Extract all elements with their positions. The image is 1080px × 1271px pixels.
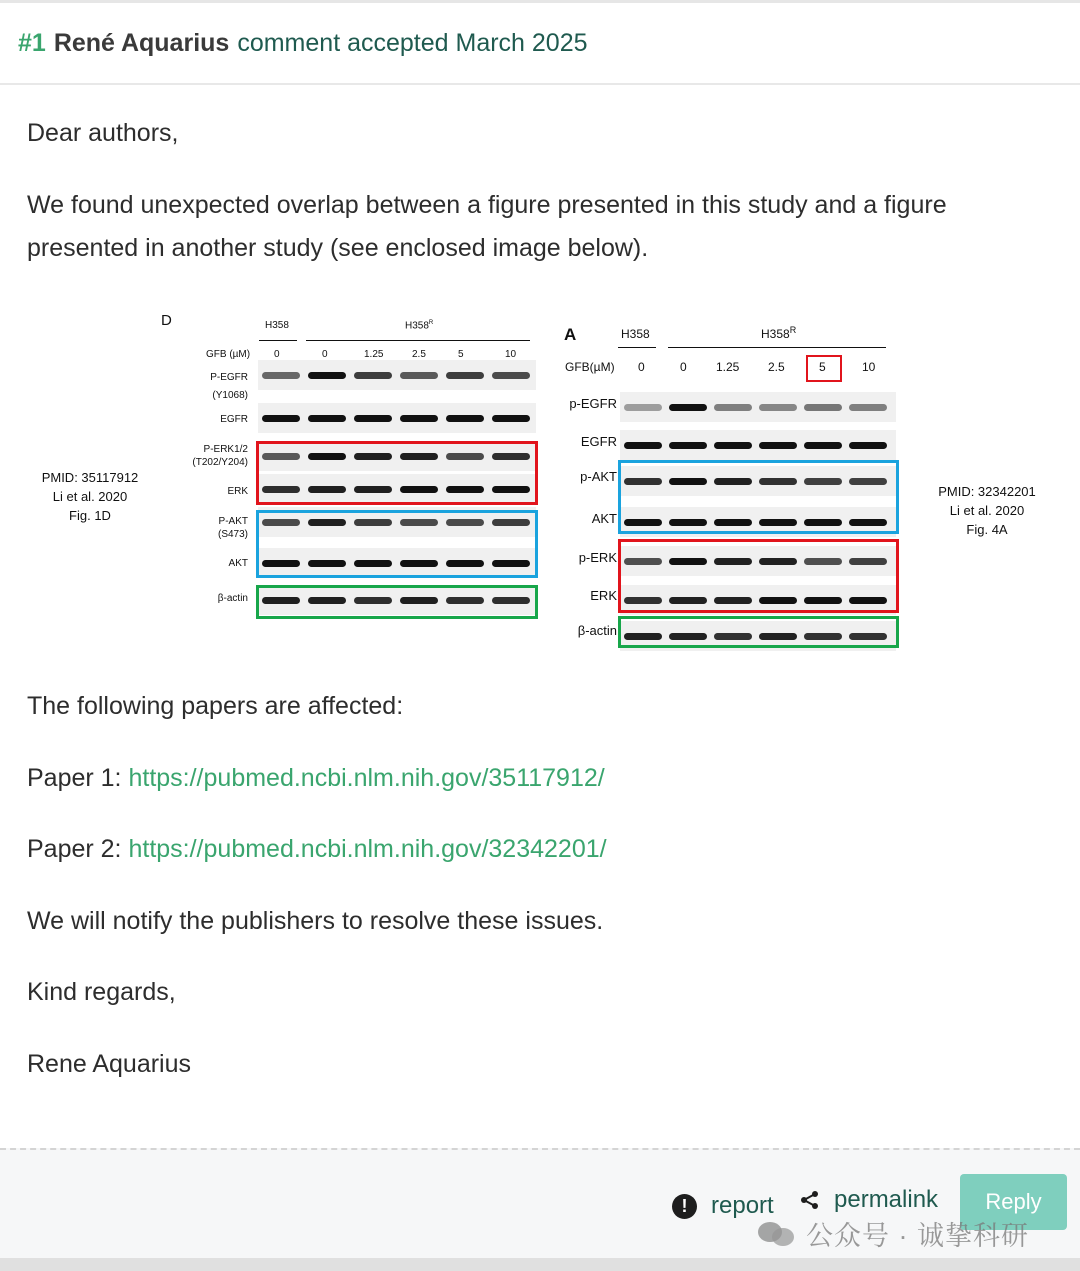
left-row-label: P-EGFR [210,372,248,383]
report-label: report [711,1192,774,1219]
right-lane5-highlight [806,355,842,382]
right-lane-label: 5 [819,360,826,374]
blot-band [714,404,752,411]
blot-band [624,442,662,449]
paper1-label: Paper 1: [27,764,122,792]
comment-footer [0,1148,1080,1258]
blot-band [492,415,530,422]
regards: Kind regards, [27,978,176,1006]
right-lane-label: 2.5 [768,360,785,374]
comment-status: comment accepted March 2025 [237,28,588,57]
left-pmid: PMID: 35117912 [41,470,139,485]
right-group2: $H358^R$ [761,325,797,341]
right-red-box [618,539,899,613]
left-red-box [256,441,538,505]
blot-band [262,415,300,422]
signature: Rene Aquarius [27,1050,192,1078]
left-citation [30,468,150,525]
right-lane-label: 10 [862,360,876,374]
right-lane-label: 0 [680,360,687,374]
left-group1: H358 [265,320,289,331]
left-row-label: (Y1068) [212,390,248,401]
right-row-label: p-ERK [578,550,617,565]
right-row-label: p-EGFR [569,396,617,411]
right-row-label: ERK [590,588,617,603]
blot-band [849,404,887,411]
notify-paragraph: We will notify the publishers to resolve these issues. [27,907,604,935]
right-row-label: β-actin [577,623,617,638]
right-row-label: EGFR [580,434,617,449]
left-lane-label: 0 [274,349,280,360]
right-pmid: PMID: 32342201 [938,484,1036,499]
permalink-link[interactable] [800,1186,938,1214]
left-row-label: P-AKT [218,516,248,527]
left-row-label: EGFR [220,414,248,425]
right-group1-line [618,347,656,348]
blot-band [446,372,484,379]
paper1-link[interactable]: https://pubmed.ncbi.nlm.nih.gov/35117912/ [128,764,605,792]
left-group2: $H358^R$ [405,320,434,332]
right-authors: Li et al. 2020 [949,503,1025,518]
greeting: Dear authors, [27,119,179,147]
blot-band [624,404,662,411]
right-row-label: AKT [591,511,617,526]
left-lane-label: 10 [505,349,517,360]
blot-band [759,404,797,411]
reply-button[interactable]: Reply [960,1174,1067,1230]
intro-paragraph: We found unexpected overlap between a figure presented in this study and a figure presented in another study (see enclosed image below). [27,191,947,262]
blot-band [446,415,484,422]
left-panel-letter: D [161,312,172,329]
left-group1-line [259,340,297,341]
affected-heading: The following papers are affected: [27,692,404,720]
right-panel-letter: A [564,325,577,344]
left-gfb-label: GFB (µM) [206,349,251,360]
blot-band [354,372,392,379]
comment-author[interactable]: René Aquarius [53,28,230,57]
right-lane-label: 0 [638,360,645,374]
right-group1: H358 [621,327,650,341]
right-gfb-label: GFB(µM) [565,360,615,374]
share-icon [800,1190,820,1210]
left-group2-line [306,340,530,341]
left-row-label: (T202/Y204) [192,457,248,468]
western-blot-figure [30,308,1060,658]
left-blue-box [256,510,538,578]
blot-band [262,372,300,379]
right-green-box [618,616,899,648]
blot-band [400,372,438,379]
left-lane-label: 5 [458,349,464,360]
watermark-text: 公众号 · 诚挚科研 [806,1221,1029,1251]
blot-band [492,372,530,379]
blot-band [714,442,752,449]
blot-band [759,442,797,449]
left-fig-ref: Fig. 1D [69,508,111,523]
right-row-label: p-AKT [580,469,617,484]
paper2-link[interactable]: https://pubmed.ncbi.nlm.nih.gov/32342201/ [128,835,607,863]
wechat-icon [756,1220,796,1248]
paper1-line [27,757,605,800]
right-lane-label: 1.25 [716,360,740,374]
bottom-border [0,1258,1080,1271]
blot-band [308,372,346,379]
left-row-label: P-ERK1/2 [203,444,248,455]
right-blue-box [618,460,899,534]
left-row-label: (S473) [217,529,248,540]
watermark [756,1214,1029,1253]
comment-header [0,3,1080,85]
right-fig-ref: Fig. 4A [966,522,1008,537]
blot-band [669,404,707,411]
left-lane-label: 1.25 [364,349,384,360]
blot-band [669,442,707,449]
right-group2-line [668,347,886,348]
left-row-label: ERK [227,486,248,497]
blot-band [354,415,392,422]
alert-icon: ! [672,1194,697,1219]
right-citation [920,482,1054,539]
paper2-label: Paper 2: [27,835,122,863]
left-row-label: β-actin [217,593,248,604]
left-green-box [256,585,538,619]
permalink-label: permalink [834,1186,939,1213]
left-lane-label: 2.5 [412,349,426,360]
paper2-line [27,828,607,871]
comment-number[interactable]: #1 [18,28,46,57]
blot-band [804,404,842,411]
blot-band [849,442,887,449]
blot-band [400,415,438,422]
left-authors: Li et al. 2020 [52,489,128,504]
left-lane-label: 0 [322,349,328,360]
blot-band [308,415,346,422]
blot-band [804,442,842,449]
left-row-label: AKT [228,558,248,569]
